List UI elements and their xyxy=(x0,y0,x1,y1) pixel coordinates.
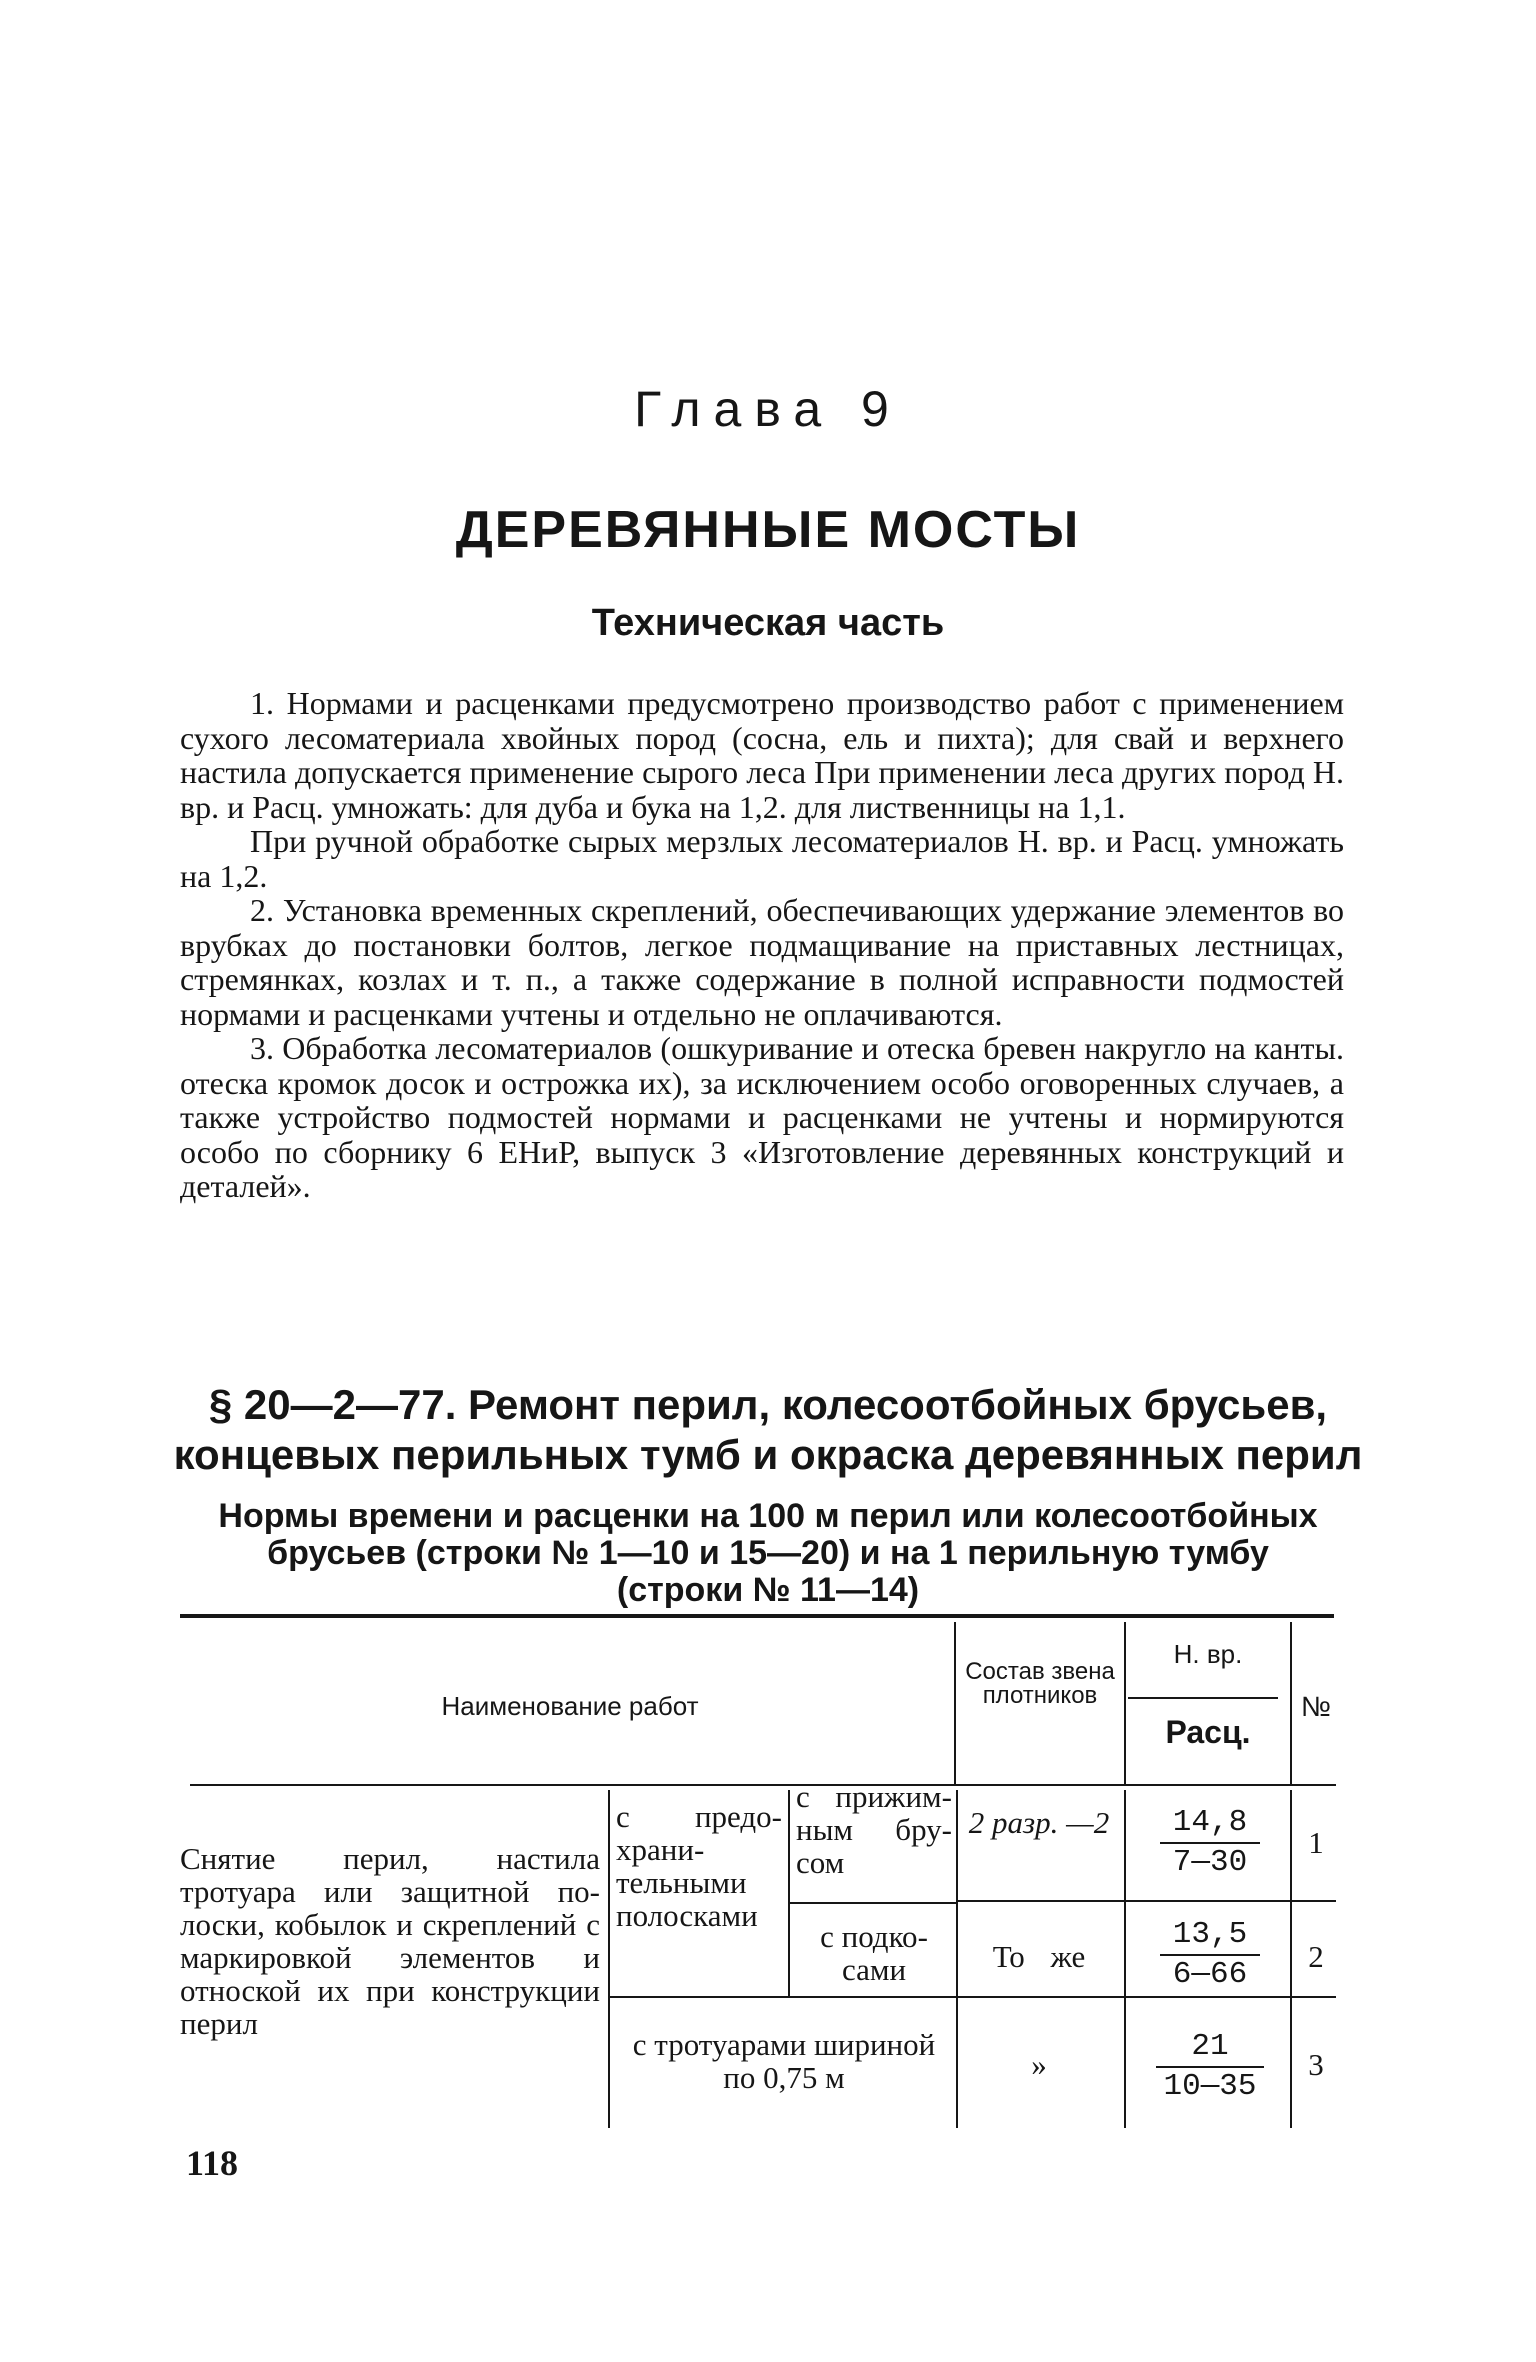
row-2-time: 13,5 xyxy=(1160,1918,1260,1956)
row-divider-row-1 xyxy=(956,1900,1336,1902)
table-top-rule xyxy=(180,1614,1334,1618)
col-divider-time xyxy=(1124,1622,1126,1784)
header-time-norm: Н. вр. xyxy=(1173,1639,1243,1669)
row-1-variant: с прижимным брусом xyxy=(796,1779,952,1880)
body-divider-number xyxy=(1290,1790,1292,2128)
paragraph-1b: При ручной обработке сырых мерзлых лесоматериалов Н. вр. и Расц. умножать на 1,2. xyxy=(180,823,1344,894)
row-1-number: 1 xyxy=(1308,1825,1324,1860)
technical-part-text xyxy=(180,686,1344,1204)
paragraph-1: 1. Нормами и расценками предусмотрено производство работ с применением сухого лесоматериала хвойных пород (сосна, ель и пихта); для свай и верхнего настила допускается применение сырого леса При применении леса других пород Н. вр. и Расц. умножать: для дуба и бука на 1,2. для лиственницы на 1,1. xyxy=(180,685,1344,825)
header-work-name: Наименование работ xyxy=(441,1691,699,1721)
col-divider-crew xyxy=(954,1622,956,1784)
row-2-norm xyxy=(1160,1918,1260,1992)
row-3-crew: » xyxy=(1031,2047,1047,2082)
header-crew: Состав звена плотников xyxy=(965,1658,1115,1709)
body-divider-variant xyxy=(788,1790,790,1996)
section-title-line-2: концевых перильных тумб и окраска деревянных перил xyxy=(173,1431,1363,1478)
paragraph-2: 2. Установка временных скреплений, обеспечивающих удержание элементов во врубках до постановки болтов, легкое подмащивание на приставных лестницах, стремянках, козлах и т. п., а также содержание в полной исправности подмостей нормами и расценками учтены и отдельно не оплачиваются. xyxy=(180,892,1344,1032)
time-rate-divider xyxy=(1128,1697,1278,1699)
norms-caption-line-2: брусьев (строки № 1—10 и 15—20) и на 1 перильную тумбу xyxy=(267,1534,1269,1572)
sub-group-label: с предохранительными полосками xyxy=(616,1799,782,1933)
norms-caption xyxy=(160,1498,1376,1609)
row-divider-variant-1 xyxy=(790,1902,956,1904)
row-2-number: 2 xyxy=(1308,1939,1324,1974)
table-header-rule xyxy=(190,1784,1336,1786)
section-title-line-1: § 20—2—77. Ремонт перил, колесоотбойных брусьев, xyxy=(208,1381,1328,1428)
body-divider-time xyxy=(1124,1790,1126,2128)
page-number: 118 xyxy=(186,2143,239,2183)
body-divider-main xyxy=(608,1790,610,2128)
row-1-norm xyxy=(1160,1806,1260,1880)
col-divider-number xyxy=(1290,1622,1292,1784)
row-1-rate: 7—30 xyxy=(1172,1845,1248,1880)
chapter-heading: Глава 9 xyxy=(634,381,902,437)
body-divider-crew xyxy=(956,1790,958,2128)
header-number: № xyxy=(1300,1691,1332,1722)
row-1-time: 14,8 xyxy=(1160,1806,1260,1844)
main-work-label: Снятие перил, настила тротуара или защитной полоски, кобылок и скреплений с маркировкой элементов и отноской их при конструкции перил xyxy=(180,1841,600,2041)
norms-caption-line-3: (строки № 11—14) xyxy=(616,1571,920,1609)
norms-caption-line-1: Нормы времени и расценки на 100 м перил или колесоотбойных xyxy=(218,1497,1318,1535)
row-3-variant: с тротуарами шириной по 0,75 м xyxy=(632,2027,936,2095)
row-3-number: 3 xyxy=(1308,2047,1324,2082)
paragraph-3: 3. Обработка лесоматериалов (ошкуривание и отеска бревен накругло на канты. отеска кромок досок и острожка их), за исключением особо оговоренных случаев, а также устройство подмостей нормами и расценками не учтены и нормируются особо по сборнику 6 ЕНиР, выпуск 3 «Изготовление деревянных конструкций и деталей». xyxy=(180,1030,1344,1204)
row-2-variant: с подкосами xyxy=(820,1919,928,1987)
row-3-norm xyxy=(1156,2030,1264,2104)
row-3-rate: 10—35 xyxy=(1163,2069,1257,2104)
chapter-title: ДЕРЕВЯННЫЕ МОСТЫ xyxy=(455,501,1081,559)
row-divider-row-2 xyxy=(610,1996,1336,1998)
row-1-crew: 2 разр. —2 xyxy=(968,1805,1110,1840)
section-title xyxy=(160,1380,1376,1480)
section-subtitle: Техническая часть xyxy=(591,602,945,644)
row-2-rate: 6—66 xyxy=(1172,1957,1248,1992)
header-rate: Расц. xyxy=(1165,1714,1251,1750)
row-2-crew: То же xyxy=(992,1939,1086,1974)
row-3-time: 21 xyxy=(1156,2030,1264,2068)
